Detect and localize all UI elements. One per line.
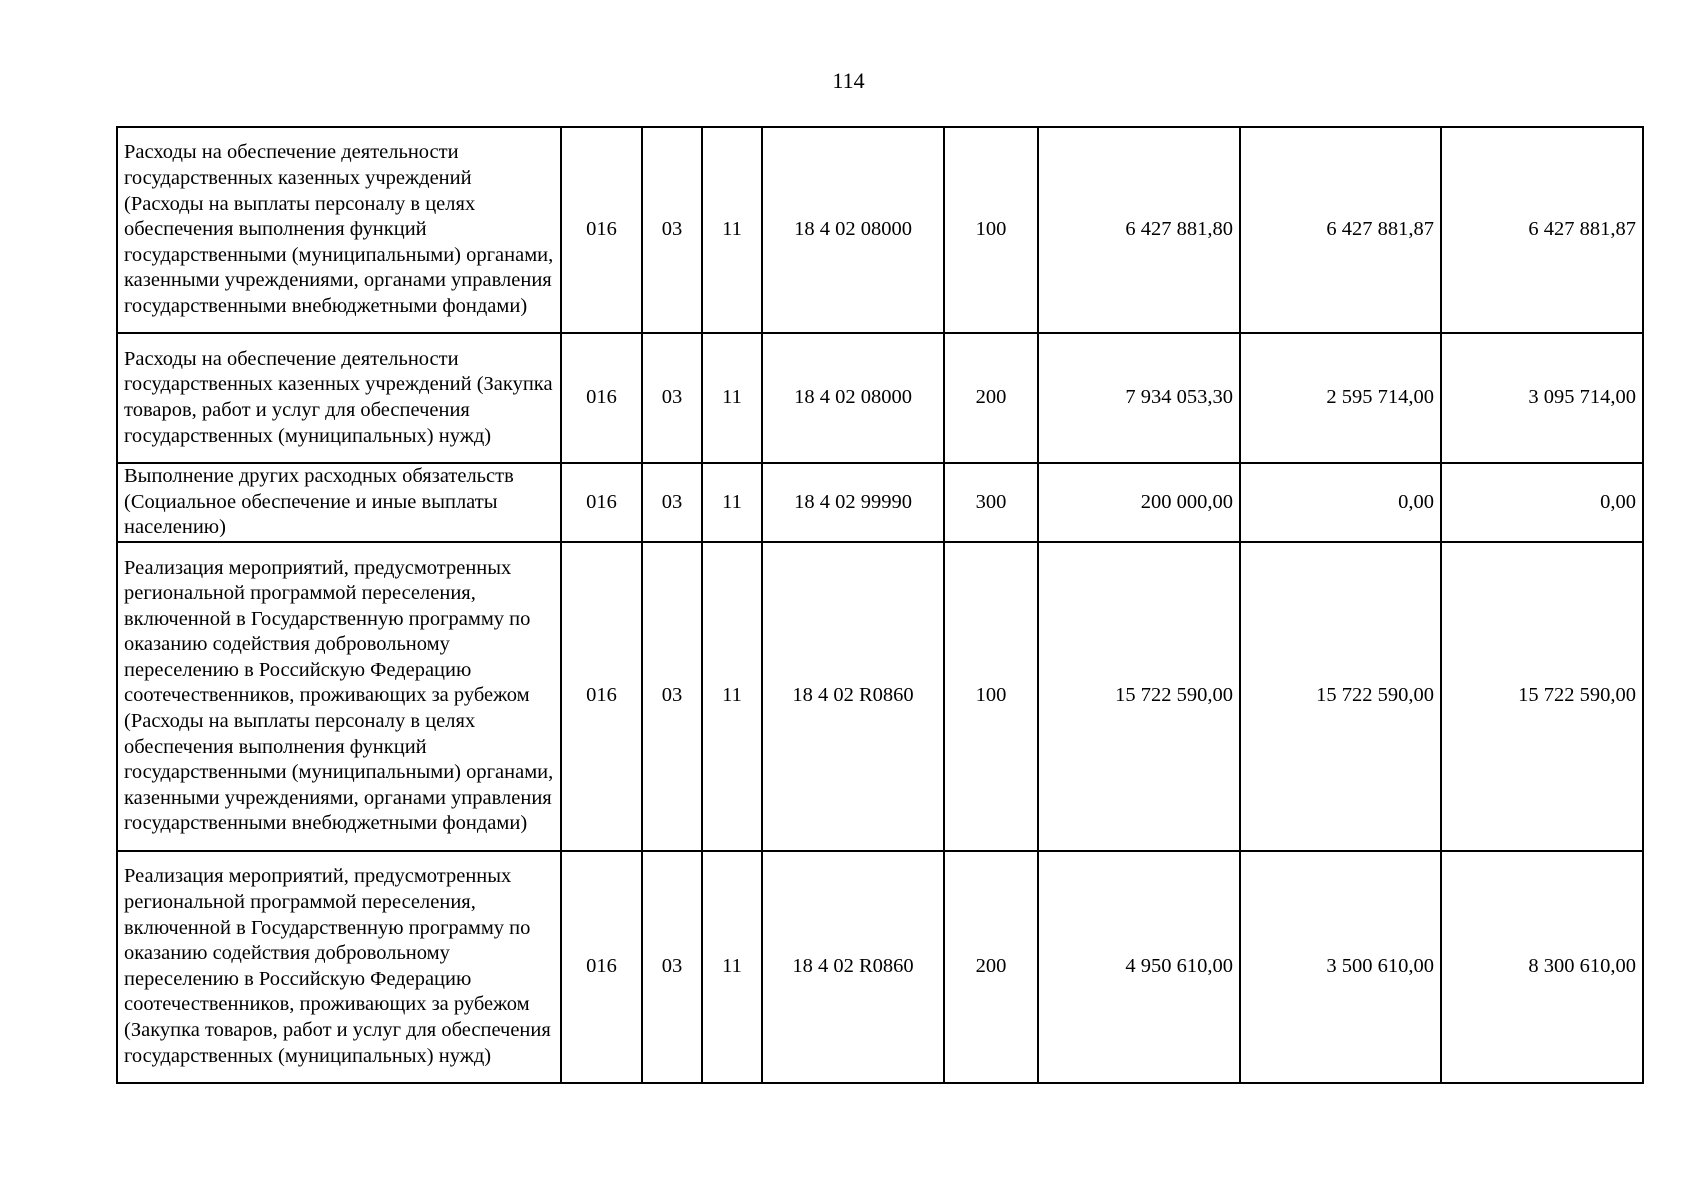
ministry-code: 016 <box>561 127 642 333</box>
amount-year-3: 3 095 714,00 <box>1441 333 1643 463</box>
table-row <box>117 333 1643 463</box>
table-row <box>117 127 1643 333</box>
amount-year-2: 2 595 714,00 <box>1240 333 1441 463</box>
target-article-code: 18 4 02 08000 <box>762 333 944 463</box>
page-number: 114 <box>832 68 865 93</box>
ministry-code: 016 <box>561 463 642 542</box>
section-code: 03 <box>642 127 702 333</box>
target-article-code: 18 4 02 R0860 <box>762 542 944 851</box>
table-row <box>117 542 1643 851</box>
row-description: Реализация мероприятий, предусмотренных региональной программой переселения, включенной в Государственную программу по оказанию содействия добровольному переселению в Российскую Федерацию соотечественников, проживающих за рубежом (Расходы на выплаты персоналу в целях обеспечения выполнения функций государственными (муниципальными) органами, казенными учреждениями, органами управления государственными внебюджетными фондами) <box>117 542 561 851</box>
row-description: Расходы на обеспечение деятельности государственных казенных учреждений (Закупка товаров, работ и услуг для обеспечения государственных (муниципальных) нужд) <box>117 333 561 463</box>
amount-year-2: 0,00 <box>1240 463 1441 542</box>
section-code: 03 <box>642 851 702 1083</box>
section-code: 03 <box>642 333 702 463</box>
ministry-code: 016 <box>561 851 642 1083</box>
subsection-code: 11 <box>702 542 762 851</box>
amount-year-2: 6 427 881,87 <box>1240 127 1441 333</box>
table-row <box>117 463 1643 542</box>
expense-type-code: 300 <box>944 463 1038 542</box>
amount-year-1: 6 427 881,80 <box>1038 127 1240 333</box>
amount-year-2: 15 722 590,00 <box>1240 542 1441 851</box>
amount-year-3: 8 300 610,00 <box>1441 851 1643 1083</box>
amount-year-1: 15 722 590,00 <box>1038 542 1240 851</box>
ministry-code: 016 <box>561 333 642 463</box>
subsection-code: 11 <box>702 851 762 1083</box>
row-description: Выполнение других расходных обязательств (Социальное обеспечение и иные выплаты населению) <box>117 463 561 542</box>
section-code: 03 <box>642 463 702 542</box>
expense-type-code: 100 <box>944 127 1038 333</box>
expense-type-code: 200 <box>944 851 1038 1083</box>
subsection-code: 11 <box>702 463 762 542</box>
amount-year-2: 3 500 610,00 <box>1240 851 1441 1083</box>
subsection-code: 11 <box>702 127 762 333</box>
expense-type-code: 100 <box>944 542 1038 851</box>
amount-year-1: 200 000,00 <box>1038 463 1240 542</box>
amount-year-3: 6 427 881,87 <box>1441 127 1643 333</box>
amount-year-1: 7 934 053,30 <box>1038 333 1240 463</box>
row-description: Реализация мероприятий, предусмотренных региональной программой переселения, включенной в Государственную программу по оказанию содействия добровольному переселению в Российскую Федерацию соотечественников, проживающих за рубежом (Закупка товаров, работ и услуг для обеспечения государственных (муниципальных) нужд) <box>117 851 561 1083</box>
table-row <box>117 851 1643 1083</box>
amount-year-1: 4 950 610,00 <box>1038 851 1240 1083</box>
target-article-code: 18 4 02 08000 <box>762 127 944 333</box>
subsection-code: 11 <box>702 333 762 463</box>
section-code: 03 <box>642 542 702 851</box>
expense-type-code: 200 <box>944 333 1038 463</box>
target-article-code: 18 4 02 R0860 <box>762 851 944 1083</box>
budget-table <box>116 126 1644 1084</box>
amount-year-3: 15 722 590,00 <box>1441 542 1643 851</box>
target-article-code: 18 4 02 99990 <box>762 463 944 542</box>
row-description: Расходы на обеспечение деятельности государственных казенных учреждений (Расходы на выплаты персоналу в целях обеспечения выполнения функций государственными (муниципальными) органами, казенными учреждениями, органами управления государственными внебюджетными фондами) <box>117 127 561 333</box>
ministry-code: 016 <box>561 542 642 851</box>
amount-year-3: 0,00 <box>1441 463 1643 542</box>
